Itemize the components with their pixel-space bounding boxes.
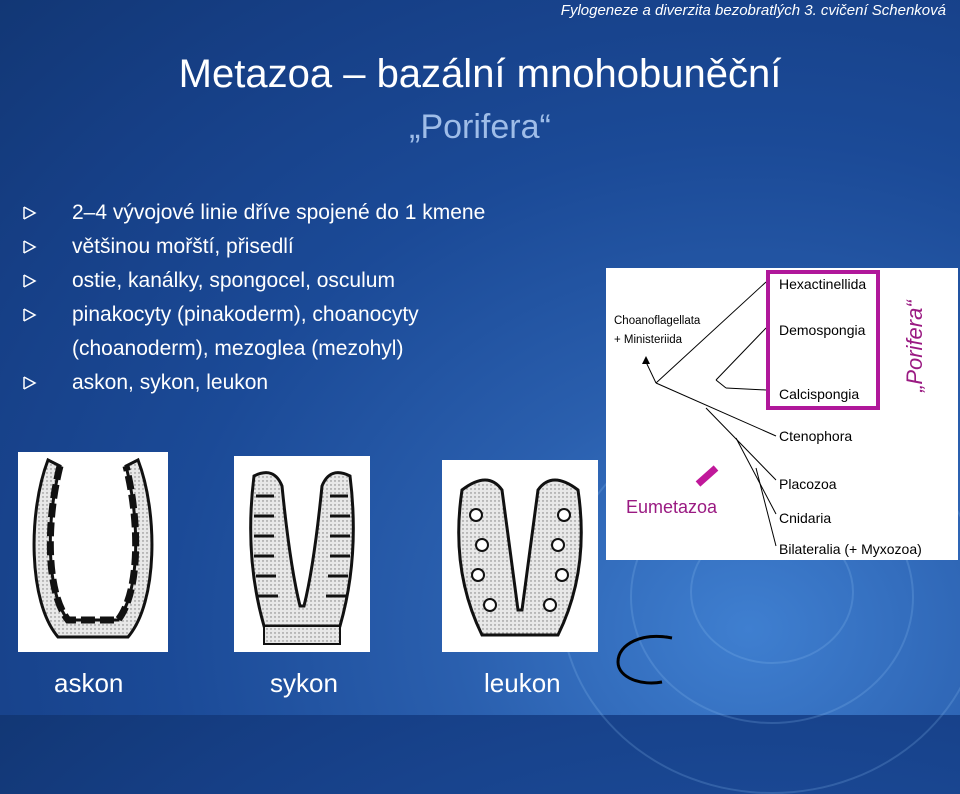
slide-header: Fylogeneze a diverzita bezobratlých 3. cvičení Schenková [560,2,946,19]
arrow-bullet-icon [22,298,42,332]
bullet-text-line2: (choanoderm), mezoglea (mezohyl) [72,337,404,360]
slide-subtitle: „Porifera“ [409,108,551,146]
bullet-text: askon, sykon, leukon [72,371,269,394]
label-demospongia: Demospongia [779,322,866,338]
label-ministeriida: + Ministeriida [614,334,683,346]
caption-sykon: sykon [270,668,338,698]
arrow-bullet-icon [22,230,42,264]
label-cnidaria: Cnidaria [779,510,832,526]
swirl-decoration-icon [612,630,692,690]
bullet-item [22,298,582,366]
bullet-text: ostie, kanálky, spongocel, osculum [72,269,395,292]
label-eumetazoa: Eumetazoa [626,497,718,517]
bullet-item [22,230,582,264]
bullet-text-line1: pinakocyty (pinakoderm), choanocyty [72,303,419,326]
label-porifera: „Porifera“ [902,300,927,392]
arrow-bullet-icon [22,366,42,400]
bullet-text: 2–4 vývojové linie dříve spojené do 1 kmene [72,201,486,224]
caption-askon: askon [54,668,124,698]
label-bilateralia: Bilateralia (+ Myxozoa) [779,541,922,557]
caption-leukon: leukon [484,668,561,698]
arrow-bullet-icon [22,196,42,230]
bullet-item [22,196,582,230]
label-choanoflagellata: Choanoflagellata [614,315,701,327]
askon-illustration [18,452,168,652]
bullet-text: většinou mořští, přisedlí [72,235,294,258]
slide-title: Metazoa – bazální mnohobuněční [178,52,782,96]
bullet-item [22,264,582,298]
label-hexactinellida: Hexactinellida [779,276,867,292]
bullet-list [22,196,582,400]
phylogeny-diagram [606,268,958,560]
label-placozoa: Placozoa [779,476,837,492]
sykon-illustration [234,456,370,652]
leukon-illustration [442,460,598,652]
label-ctenophora: Ctenophora [779,428,853,444]
label-calcispongia: Calcispongia [779,386,860,402]
arrow-bullet-icon [22,264,42,298]
bullet-item [22,366,582,400]
